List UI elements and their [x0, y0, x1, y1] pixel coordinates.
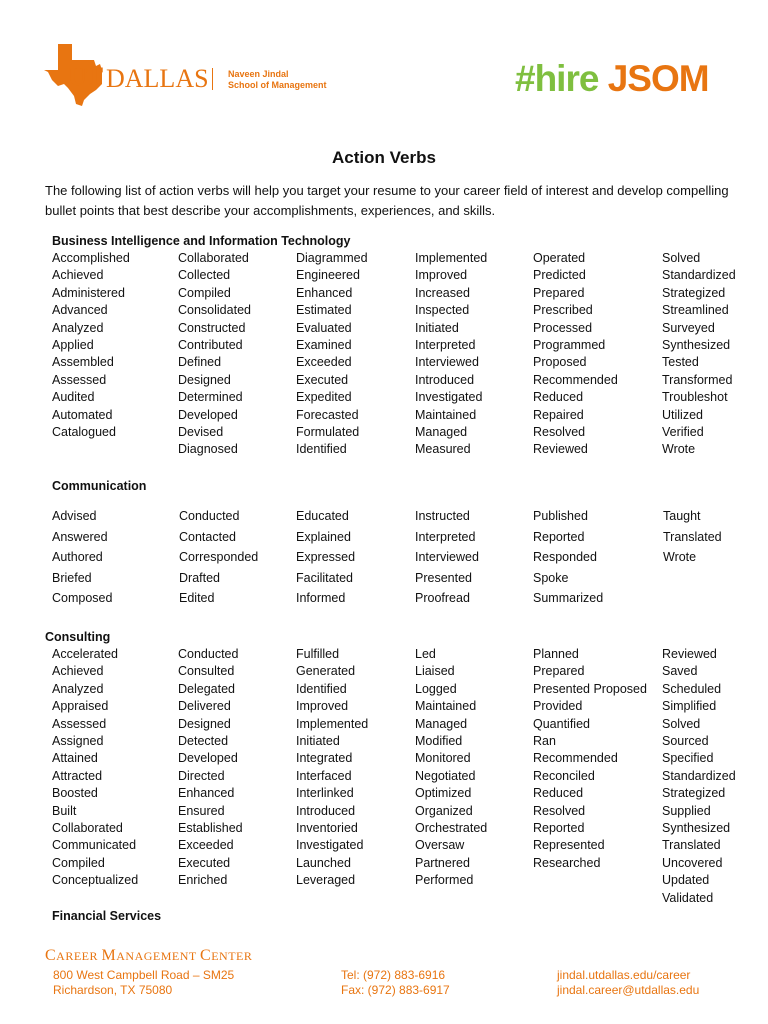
- action-verb: Examined: [296, 338, 352, 353]
- action-verb: Accomplished: [52, 251, 130, 265]
- action-verb: Reduced: [533, 786, 584, 801]
- action-verb: Utilized: [662, 407, 703, 422]
- action-verb: Constructed: [178, 320, 246, 335]
- action-verb: Audited: [52, 390, 95, 405]
- action-verb: Authored: [52, 550, 103, 564]
- action-verb: Ensured: [178, 803, 225, 818]
- action-verb: Processed: [533, 320, 593, 335]
- cmc-m: M: [101, 947, 117, 964]
- action-verb: Reconciled: [533, 768, 595, 783]
- action-verb: Troubleshot: [662, 390, 728, 405]
- address-line-1: 800 West Campbell Road – SM25: [53, 968, 235, 982]
- action-verb: Specified: [662, 751, 714, 766]
- action-verb: Composed: [52, 591, 113, 605]
- action-verb: Scheduled: [662, 681, 722, 696]
- action-verb: Reported: [533, 821, 585, 836]
- action-verb: Initiated: [415, 320, 459, 335]
- action-verb: Verified: [662, 425, 704, 440]
- section-title-communication: Communication: [52, 479, 147, 493]
- section-title-financial-services: Financial Services: [52, 909, 162, 923]
- action-verb: Defined: [178, 355, 222, 370]
- action-verb: Corresponded: [179, 550, 259, 564]
- action-verb: Liaised: [415, 664, 455, 679]
- cmc-enter: ENTER: [211, 949, 253, 963]
- bi-column-5: [533, 250, 618, 459]
- intro-paragraph: The following list of action verbs will help you target your resume to your career field of interest and develop compelling bullet points that best describe your accomplishments, experiences, and skills.: [45, 183, 729, 218]
- bi-column-4: [415, 250, 487, 459]
- career-management-center-heading: [45, 947, 252, 965]
- action-verb: Developed: [178, 751, 238, 766]
- action-verb: Reduced: [533, 390, 584, 405]
- action-verb: Contacted: [179, 529, 236, 544]
- action-verb: Interfaced: [296, 768, 352, 783]
- section-title-bi: Business Intelligence and Information Technology: [52, 234, 351, 248]
- action-verb: Solved: [662, 716, 701, 731]
- action-verb: Solved: [662, 251, 701, 265]
- consulting-column-2: [178, 646, 243, 890]
- action-verb: Determined: [178, 390, 243, 405]
- action-verb: Interviewed: [415, 550, 479, 564]
- action-verb: Investigated: [415, 390, 483, 405]
- action-verb: Attained: [52, 751, 98, 766]
- action-verb: Measured: [415, 442, 471, 457]
- action-verb: Edited: [179, 591, 215, 605]
- action-verb: Synthesized: [662, 821, 731, 836]
- action-verb: Achieved: [52, 664, 104, 679]
- action-verb: Reported: [533, 529, 585, 544]
- action-verb: Prepared: [533, 664, 585, 679]
- action-verb: Informed: [296, 591, 346, 605]
- jsom-text: JSOM: [607, 58, 709, 99]
- cmc-c2: C: [200, 947, 212, 964]
- action-verb: Uncovered: [662, 855, 723, 870]
- page-footer: [45, 947, 745, 1007]
- action-verb: Automated: [52, 407, 113, 422]
- action-verb: Implemented: [296, 716, 369, 731]
- action-verb: Logged: [415, 681, 457, 696]
- action-verb: Summarized: [533, 591, 604, 605]
- action-verb: Evaluated: [296, 320, 352, 335]
- action-verb: Engineered: [296, 268, 360, 283]
- action-verb: Attracted: [52, 768, 103, 783]
- website-link[interactable]: jindal.utdallas.edu/career: [557, 968, 691, 982]
- action-verb: Strategized: [662, 786, 726, 801]
- action-verb: Streamlined: [662, 303, 729, 318]
- phone-fax: Fax: (972) 883-6917: [341, 982, 450, 997]
- action-verb: Researched: [533, 855, 601, 870]
- action-verb: Maintained: [415, 407, 477, 422]
- section-title-consulting: Consulting: [45, 630, 111, 644]
- action-verb: Strategized: [662, 285, 726, 300]
- action-verb: Catalogued: [52, 425, 116, 440]
- action-verb: Assembled: [52, 355, 114, 370]
- action-verb: Wrote: [662, 442, 696, 457]
- action-verb: Oversaw: [415, 838, 465, 853]
- action-verb: Partnered: [415, 855, 470, 870]
- action-verb: Led: [415, 647, 436, 661]
- ut-dallas-logo: [44, 44, 344, 110]
- action-verb: Predicted: [533, 268, 586, 283]
- action-verb: Appraised: [52, 699, 109, 714]
- action-verb: Inspected: [415, 303, 470, 318]
- action-verb: Prescribed: [533, 303, 593, 318]
- action-verb: Interpreted: [415, 338, 476, 353]
- action-verb: Taught: [663, 509, 701, 523]
- action-verb: Increased: [415, 285, 470, 300]
- cmc-areer: AREER: [56, 949, 102, 963]
- action-verb: Leveraged: [296, 873, 356, 888]
- action-verb: Integrated: [296, 751, 353, 766]
- consulting-column-1: [52, 646, 138, 890]
- address-line-2: Richardson, TX 75080: [53, 982, 173, 997]
- cmc-c: C: [45, 947, 57, 964]
- action-verb: Validated: [662, 890, 714, 905]
- action-verb: Enriched: [178, 873, 228, 888]
- page-title: Action Verbs: [332, 148, 436, 167]
- action-verb: Optimized: [415, 786, 472, 801]
- comm-column-4: [415, 506, 479, 609]
- action-verb: Wrote: [663, 550, 697, 564]
- action-verb: Introduced: [415, 372, 475, 387]
- action-verb: Inventoried: [296, 821, 358, 836]
- action-verb: Synthesized: [662, 338, 731, 353]
- action-verb: Briefed: [52, 570, 92, 585]
- action-verb: Orchestrated: [415, 821, 488, 836]
- action-verb: Performed: [415, 873, 474, 888]
- action-verb: Represented: [533, 838, 605, 853]
- action-verb: Diagrammed: [296, 251, 368, 265]
- action-verb: Drafted: [179, 570, 220, 585]
- action-verb: Boosted: [52, 786, 98, 801]
- action-verb: Advanced: [52, 303, 108, 318]
- action-verb: Designed: [178, 372, 231, 387]
- action-verb: Contributed: [178, 338, 243, 353]
- action-verb: Advised: [52, 509, 97, 523]
- action-verb: Spoke: [533, 570, 569, 585]
- action-verb: Executed: [178, 855, 231, 870]
- hire-text: #hire: [515, 58, 599, 99]
- school-name: [228, 69, 327, 91]
- action-verb: Interlinked: [296, 786, 354, 801]
- action-verb: Conducted: [178, 647, 239, 661]
- comm-column-3: [296, 506, 355, 609]
- action-verb: Published: [533, 509, 588, 523]
- action-verb: Accelerated: [52, 647, 119, 661]
- action-verb: Translated: [663, 529, 722, 544]
- action-verb: Programmed: [533, 338, 606, 353]
- consulting-column-3: [296, 646, 368, 890]
- action-verb: Proposed: [533, 355, 587, 370]
- action-verb: Facilitated: [296, 570, 353, 585]
- action-verb: Simplified: [662, 699, 717, 714]
- action-verb: Compiled: [178, 285, 231, 300]
- action-verb: Achieved: [52, 268, 104, 283]
- action-verb: Delivered: [178, 699, 231, 714]
- bi-column-3: [296, 250, 368, 459]
- action-verb: Collaborated: [178, 251, 249, 265]
- action-verb: Communicated: [52, 838, 137, 853]
- school-line-2: School of Management: [228, 80, 327, 90]
- logo-ut: UT: [68, 62, 103, 91]
- action-verb: Exceeded: [296, 355, 352, 370]
- action-verb: Designed: [178, 716, 231, 731]
- action-verb: Expressed: [296, 550, 356, 564]
- footer-contact: [557, 968, 699, 997]
- action-verb: Provided: [533, 699, 583, 714]
- footer-address: [53, 968, 234, 997]
- action-verb: Managed: [415, 425, 468, 440]
- comm-column-5: [533, 506, 603, 609]
- action-verb: Operated: [533, 251, 586, 265]
- bi-column-2: [178, 250, 251, 459]
- action-verb: Modified: [415, 734, 463, 749]
- action-verb: Recommended: [533, 751, 618, 766]
- action-verb: Consulted: [178, 664, 235, 679]
- action-verb: Enhanced: [178, 786, 235, 801]
- school-line-1: Naveen Jindal: [228, 69, 289, 79]
- action-verb: Assigned: [52, 734, 104, 749]
- action-verb: Proofread: [415, 591, 470, 605]
- action-verb: Assessed: [52, 716, 107, 731]
- action-verb: Reviewed: [662, 647, 717, 661]
- action-verb: Delegated: [178, 681, 235, 696]
- action-verb: Introduced: [296, 803, 356, 818]
- action-verb: Collected: [178, 268, 231, 283]
- action-verb: Exceeded: [178, 838, 234, 853]
- hire-jsom-logo: [515, 58, 709, 100]
- action-verb: Quantified: [533, 716, 590, 731]
- action-verb: Assessed: [52, 372, 107, 387]
- comm-column-6: [663, 506, 722, 568]
- action-verb: Conducted: [179, 509, 240, 523]
- action-verb: Estimated: [296, 303, 352, 318]
- action-verb: Forecasted: [296, 407, 359, 422]
- action-verb: Surveyed: [662, 320, 715, 335]
- action-verb: Monitored: [415, 751, 471, 766]
- cmc-anagement: ANAGEMENT: [116, 949, 201, 963]
- action-verb: Updated: [662, 873, 710, 888]
- action-verb: Presented Proposed: [533, 681, 647, 696]
- action-verb: Directed: [178, 768, 225, 783]
- action-verb: Identified: [296, 442, 347, 457]
- action-verb: Applied: [52, 338, 94, 353]
- bi-column-6: [662, 250, 736, 459]
- comm-column-1: [52, 506, 112, 609]
- phone-tel: Tel: (972) 883-6916: [341, 968, 446, 982]
- action-verb: Negotiated: [415, 768, 476, 783]
- action-verb: Collaborated: [52, 821, 123, 836]
- consulting-column-5: [533, 646, 647, 872]
- action-verb: Recommended: [533, 372, 618, 387]
- action-verb: Consolidated: [178, 303, 251, 318]
- action-verb: Identified: [296, 681, 347, 696]
- action-verb: Repaired: [533, 407, 584, 422]
- consulting-column-6: [662, 646, 736, 907]
- action-verb: Conceptualized: [52, 873, 139, 888]
- action-verb: Initiated: [296, 734, 340, 749]
- action-verb: Analyzed: [52, 681, 104, 696]
- action-verb: Analyzed: [52, 320, 104, 335]
- action-verb: Responded: [533, 550, 597, 564]
- action-verb: Reviewed: [533, 442, 588, 457]
- action-verb: Answered: [52, 529, 108, 544]
- action-verb: Tested: [662, 355, 699, 370]
- consulting-column-4: [415, 646, 487, 890]
- action-verb: Improved: [415, 268, 468, 283]
- action-verb: Implemented: [415, 251, 488, 265]
- action-verb: Supplied: [662, 803, 711, 818]
- action-verb: Educated: [296, 509, 349, 523]
- action-verb: Generated: [296, 664, 356, 679]
- action-verb: Fulfilled: [296, 647, 340, 661]
- bi-column-1: [52, 250, 130, 441]
- action-verb: Maintained: [415, 699, 477, 714]
- action-verb: Detected: [178, 734, 229, 749]
- action-verb: Interviewed: [415, 355, 479, 370]
- action-verb: Standardized: [662, 268, 736, 283]
- action-verb: Translated: [662, 838, 721, 853]
- action-verb: Ran: [533, 734, 556, 749]
- action-verb: Launched: [296, 855, 351, 870]
- logo-dallas: DALLAS: [106, 64, 209, 93]
- email-link[interactable]: jindal.career@utdallas.edu: [557, 982, 700, 997]
- action-verb: Presented: [415, 570, 472, 585]
- action-verb: Managed: [415, 716, 468, 731]
- action-verb: Organized: [415, 803, 473, 818]
- action-verb: Interpreted: [415, 529, 476, 544]
- action-verb: Saved: [662, 664, 698, 679]
- action-verb: Diagnosed: [178, 442, 238, 457]
- action-verb: Enhanced: [296, 285, 353, 300]
- action-verb: Devised: [178, 425, 224, 440]
- action-verb: Expedited: [296, 390, 352, 405]
- action-verb: Improved: [296, 699, 349, 714]
- action-verb: Compiled: [52, 855, 105, 870]
- footer-phone: [341, 968, 450, 997]
- action-verb: Planned: [533, 647, 579, 661]
- action-verb: Resolved: [533, 803, 586, 818]
- action-verb: Explained: [296, 529, 351, 544]
- action-verb: Established: [178, 821, 243, 836]
- action-verb: Built: [52, 803, 77, 818]
- action-verb: Prepared: [533, 285, 585, 300]
- action-verb: Developed: [178, 407, 238, 422]
- action-verb: Formulated: [296, 425, 360, 440]
- action-verb: Instructed: [415, 509, 470, 523]
- page-header: [0, 0, 768, 120]
- action-verb: Resolved: [533, 425, 586, 440]
- action-verb: Executed: [296, 372, 349, 387]
- logo-divider: [212, 68, 213, 90]
- action-verb: Standardized: [662, 768, 736, 783]
- action-verb: Sourced: [662, 734, 709, 749]
- action-verb: Transformed: [662, 372, 733, 387]
- comm-column-2: [179, 506, 258, 609]
- action-verb: Investigated: [296, 838, 364, 853]
- action-verb: Administered: [52, 285, 125, 300]
